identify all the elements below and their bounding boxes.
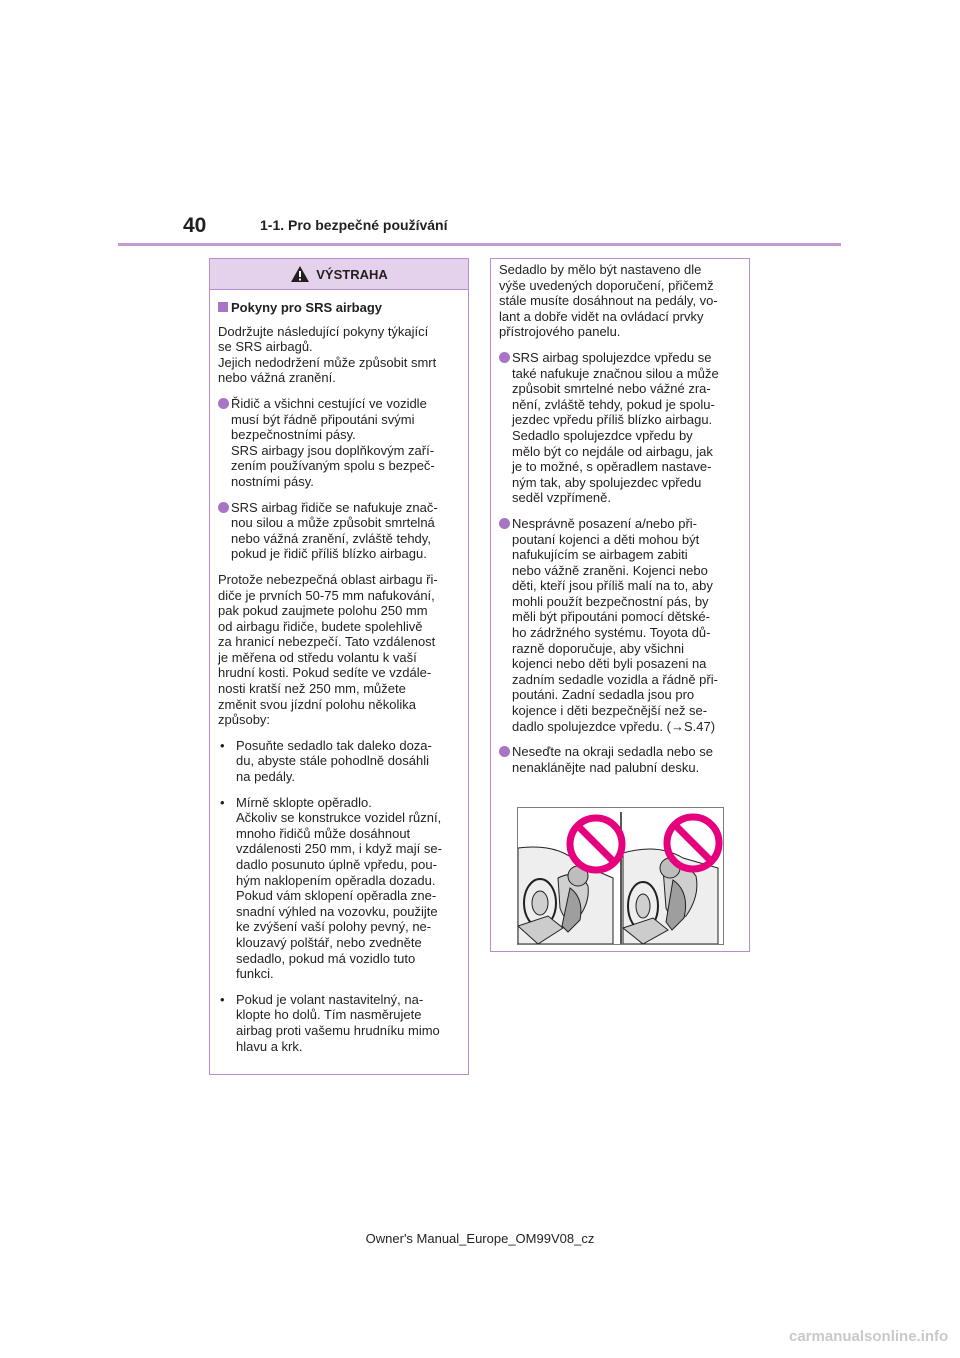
watermark: carmanualsonline.info [789,1328,949,1345]
warning-bullet-text: Řidič a všichni cestující ve vozidle musí být řádně připoutáni svými bezpečnostními pásy. SRS airbagy jsou doplňkovým zaří- zením používaným spolu s bezpeč- nostními pásy. [231,395,435,489]
continuation-bullet-text: Neseďte na okraji sedadla nebo se nenaklánějte nad palubní desku. [512,744,713,775]
warning-heading-text: Pokyny pro SRS airbagy [231,300,382,315]
warning-intro: Dodržujte následující pokyny týkající se SRS airbagů. Jejich nedodržení může způsobit smrt nebo vážná zranění. [218,323,437,386]
warning-box [209,258,469,1075]
circle-bullet-icon [499,746,510,757]
warning-heading [218,300,457,316]
continuation-bullet-3 [499,744,738,775]
dash-item-3 [218,992,457,1054]
warning-bullet-text: SRS airbag řidiče se nafukuje znač- nou silou a může způsobit smrtelná nebo vážná zranění, zvláště tehdy, pokud je řidič příliš blízko airbagu. [231,499,438,562]
dash-item-text: Posuňte sedadlo tak daleko doza- du, abyste stále pohodlně dosáhli na pedály. [236,737,432,785]
airbag-illustration [517,807,724,945]
dash-mark: • [220,794,225,810]
continuation-bullet-text: Nesprávně posazení a/nebo při- poutaní kojenci a děti mohou být nafukujícím se airbagem zabiti nebo vážně zraněni. Kojenci nebo děti, kteří jsou příliš malí na to, aby mohli použít bezpečnostní pás, by měli být připoutáni pomocí dětské- ho zádržného systému. Toyota dů- razně doporučuje, aby všichni kojenci nebo děti byli posazeni na zadním sedadle vozidla a řádně při- poutáni. Zadní sedadla jsou pro kojence i děti bezpečnější než se- dadlo spolujezdce vpředu. (→S.47) [512,515,718,734]
warning-paragraph: Protože nebezpečná oblast airbagu ři- diče je prvních 50-75 mm nafukování, pak pokud zaujmete polohu 250 mm od airbagu řidiče, budete spolehlivě za hranicí nebezpečí. Tato vzdálenost je měřena od středu volantu k vaší hrudní kosti. Pokud sedíte ve vzdále- nosti kratší než 250 mm, můžete změnit svou jízdní polohu několika způsoby: [218,571,438,728]
circle-bullet-icon [499,518,510,529]
dash-mark: • [220,737,225,753]
prohibition-icon [570,818,622,870]
warning-bullet-1 [218,396,457,490]
continuation-box [490,258,750,952]
header-rule [118,243,841,246]
warning-bullet-2 [218,500,457,562]
dash-item-1 [218,738,457,785]
dash-item-2 [218,795,457,982]
dash-item-text: Pokud je volant nastavitelný, na- klopte ho dolů. Tím nasměrujete airbag proti vašemu hrudníku mimo hlavu a krk. [236,991,440,1054]
airbag-illustration-svg [518,808,723,944]
warning-content [210,290,468,1054]
circle-bullet-icon [499,352,510,363]
circle-bullet-icon [218,398,229,409]
warning-triangle-icon [290,265,310,283]
continuation-content [491,259,749,775]
warning-title: VÝSTRAHA [316,266,388,282]
child-too-close-scene [518,847,613,944]
warning-header [210,259,468,290]
footer: Owner's Manual_Europe_OM99V08_cz [365,1231,595,1246]
dash-mark: • [220,991,225,1007]
continuation-bullet-2 [499,516,738,734]
square-bullet-icon [218,302,228,312]
continuation-intro: Sedadlo by mělo být nastaveno dle výše uvedených doporučení, přičemž stále musíte dosáhnout na pedály, vo- lant a dobře vidět na ovládací prvky přístrojového panelu. [499,262,718,340]
continuation-bullet-text: SRS airbag spolujezdce vpředu se také nafukuje značnou silou a může způsobit smrtelné nebo vážné zra- nění, zvláště tehdy, pokud je spolu- jezdec vpředu příliš blízko airbagu. Sedadlo spolujezdce vpředu by mělo být co nejdále od airbagu, jak je to možné, s opěradlem nastave- ným tak, aby spolujezdec vpředu seděl vzpřímeně. [512,349,719,506]
page-number: 40 [183,214,207,237]
circle-bullet-icon [218,502,229,513]
section-title: 1-1. Pro bezpečné používání [260,217,448,233]
continuation-bullet-1 [499,350,738,506]
dash-item-text: Mírně sklopte opěradlo. Ačkoliv se konstrukce vozidel různí, mnoho řidičů může dosáhnout vzdálenosti 250 mm, i když mají se- dadlo posunuto úplně vpředu, pou- hým naklopením opěradla dozadu. Pokud vám sklopení opěradla zne- snadní výhled na vozovku, použijte ke zvýšení vaší polohy pevný, ne- klouzavý polštář, nebo zvedněte sedadlo, pokud má vozidlo tuto funkci. [236,794,442,982]
